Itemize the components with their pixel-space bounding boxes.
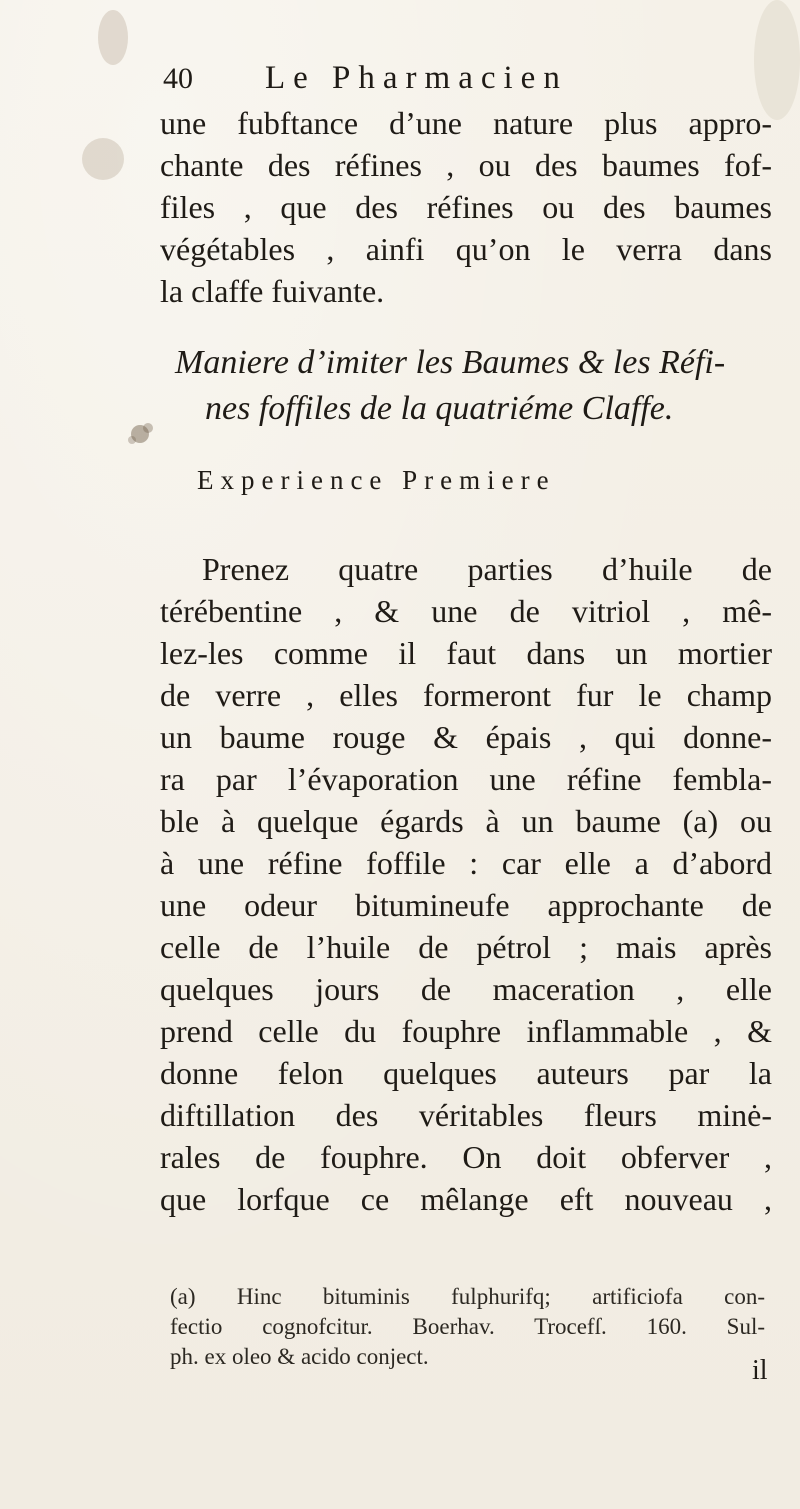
footnote-line: ph. ex oleo & acido conject. (170, 1344, 429, 1369)
text-line: rales de fouphre. On doit obferver , (160, 1139, 772, 1175)
page-number: 40 (163, 62, 193, 95)
text-line: lez-les comme il faut dans un mortier (160, 635, 772, 671)
text-line: térébentine , & une de vitriol , mê- (160, 593, 772, 629)
text-line: quelques jours de maceration , elle (160, 971, 772, 1007)
page-header (163, 62, 763, 102)
text-line: files , que des réfines ou des baumes (160, 189, 772, 225)
text-line: prend celle du fouphre inflammable , & (160, 1013, 772, 1049)
paper-stain (82, 138, 124, 180)
paper-stain (98, 10, 128, 65)
text-line: ra par l’évaporation une réfine fembla- (160, 761, 772, 797)
text-line: que lorfque ce mêlange eft nouveau , (160, 1181, 772, 1217)
text-line: de verre , elles formeront fur le champ (160, 677, 772, 713)
text-line: une fubftance d’une nature plus appro- (160, 105, 772, 141)
section-title-line: nes foffiles de la quatriéme Claffe. (205, 390, 674, 427)
text-line: un baume rouge & épais , qui donne- (160, 719, 772, 755)
text-line: ble à quelque égards à un baume (a) ou (160, 803, 772, 839)
catchword: il (752, 1355, 768, 1386)
text-line: à une réfine foffile : car elle a d’abord (160, 845, 772, 881)
text-line: donne felon quelques auteurs par la (160, 1055, 772, 1091)
section-title-line: Maniere d’imiter les Baumes & les Réfi- (175, 344, 726, 381)
footnote-line: fectio cognofcitur. Boerhav. Trocefſ. 160. Sul- (170, 1314, 765, 1339)
text-line: la claffe fuivante. (160, 273, 385, 309)
running-head: Le Pharmacien (265, 60, 568, 96)
paragraph-continuation (160, 102, 772, 312)
section-title (175, 340, 765, 432)
footnote (170, 1282, 765, 1372)
footnote-line: (a) Hinc bituminis fulphurifq; artificiofa con- (170, 1284, 765, 1309)
paragraph-main (160, 548, 772, 1220)
text-line: chante des réfines , ou des baumes fof- (160, 147, 772, 183)
text-line: Prenez quatre parties d’huile de (202, 551, 772, 587)
ink-blot-icon (118, 412, 162, 456)
experience-heading: Experience Premiere (197, 465, 556, 495)
text-line: diftillation des véritables fleurs minė- (160, 1097, 772, 1133)
text-line: une odeur bitumineufe approchante de (160, 887, 772, 923)
text-line: celle de l’huile de pétrol ; mais après (160, 929, 772, 965)
text-line: végétables , ainfi qu’on le verra dans (160, 231, 772, 267)
